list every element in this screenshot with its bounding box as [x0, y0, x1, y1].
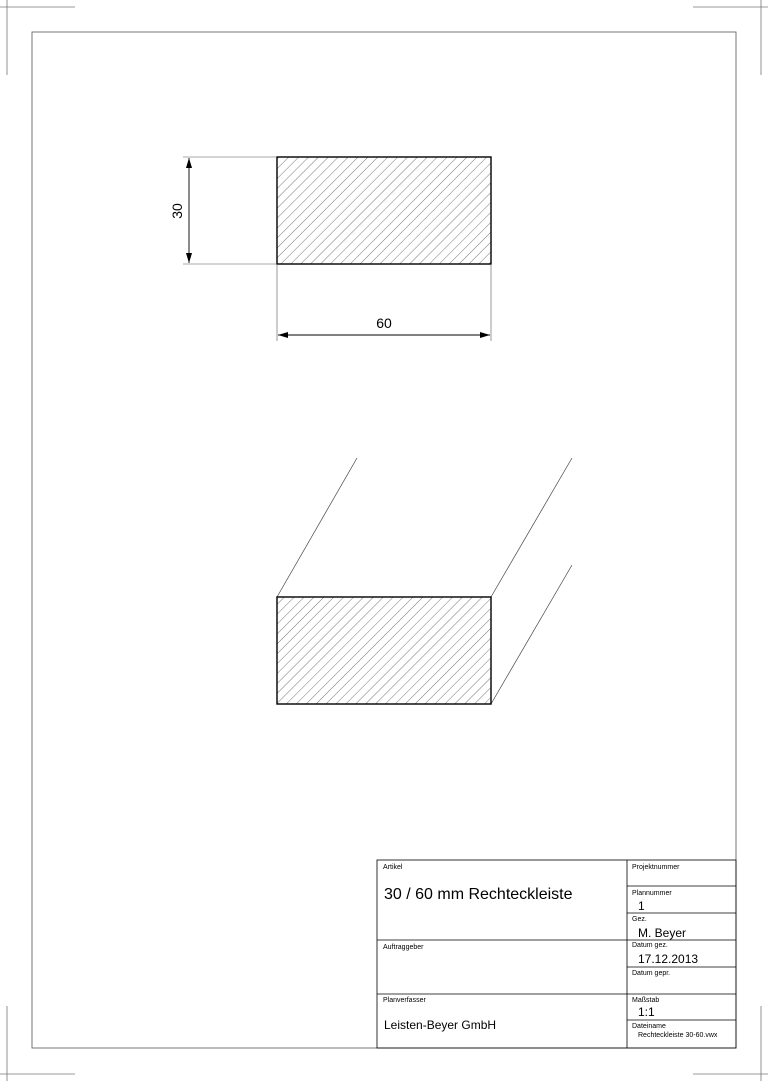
auftraggeber-label: Auftraggeber: [383, 944, 424, 951]
gez-value: M. Beyer: [638, 926, 687, 940]
gez-label: Gez.: [632, 916, 647, 923]
planverfasser-label: Planverfasser: [383, 997, 426, 1004]
planverfasser-value: Leisten-Beyer GmbH: [384, 1018, 497, 1032]
datum-gez-label: Datum gez.: [632, 942, 668, 949]
height-dimension-label: 30: [169, 203, 185, 219]
title-block-text: [383, 864, 718, 1039]
width-dimension-label: 60: [376, 315, 392, 331]
isometric-view: [277, 458, 572, 704]
artikel-value: 30 / 60 mm Rechteckleiste: [384, 886, 573, 903]
datum-gez-value: 17.12.2013: [638, 952, 699, 966]
projektnummer-label: Projektnummer: [632, 864, 680, 871]
massstab-label: Maßstab: [632, 997, 660, 1004]
dateiname-value: Rechteckleiste 30-60.vwx: [638, 1032, 718, 1039]
datum-gepr-label: Datum gepr.: [632, 970, 671, 977]
section-view: [169, 157, 491, 341]
isometric-front-face: [277, 597, 491, 704]
plannummer-value: 1: [638, 899, 645, 913]
massstab-value: 1:1: [638, 1005, 655, 1019]
plannummer-label: Plannummer: [632, 890, 672, 897]
section-rectangle: [277, 157, 491, 264]
dateiname-label: Dateiname: [632, 1023, 666, 1030]
artikel-label: Artikel: [383, 864, 403, 871]
